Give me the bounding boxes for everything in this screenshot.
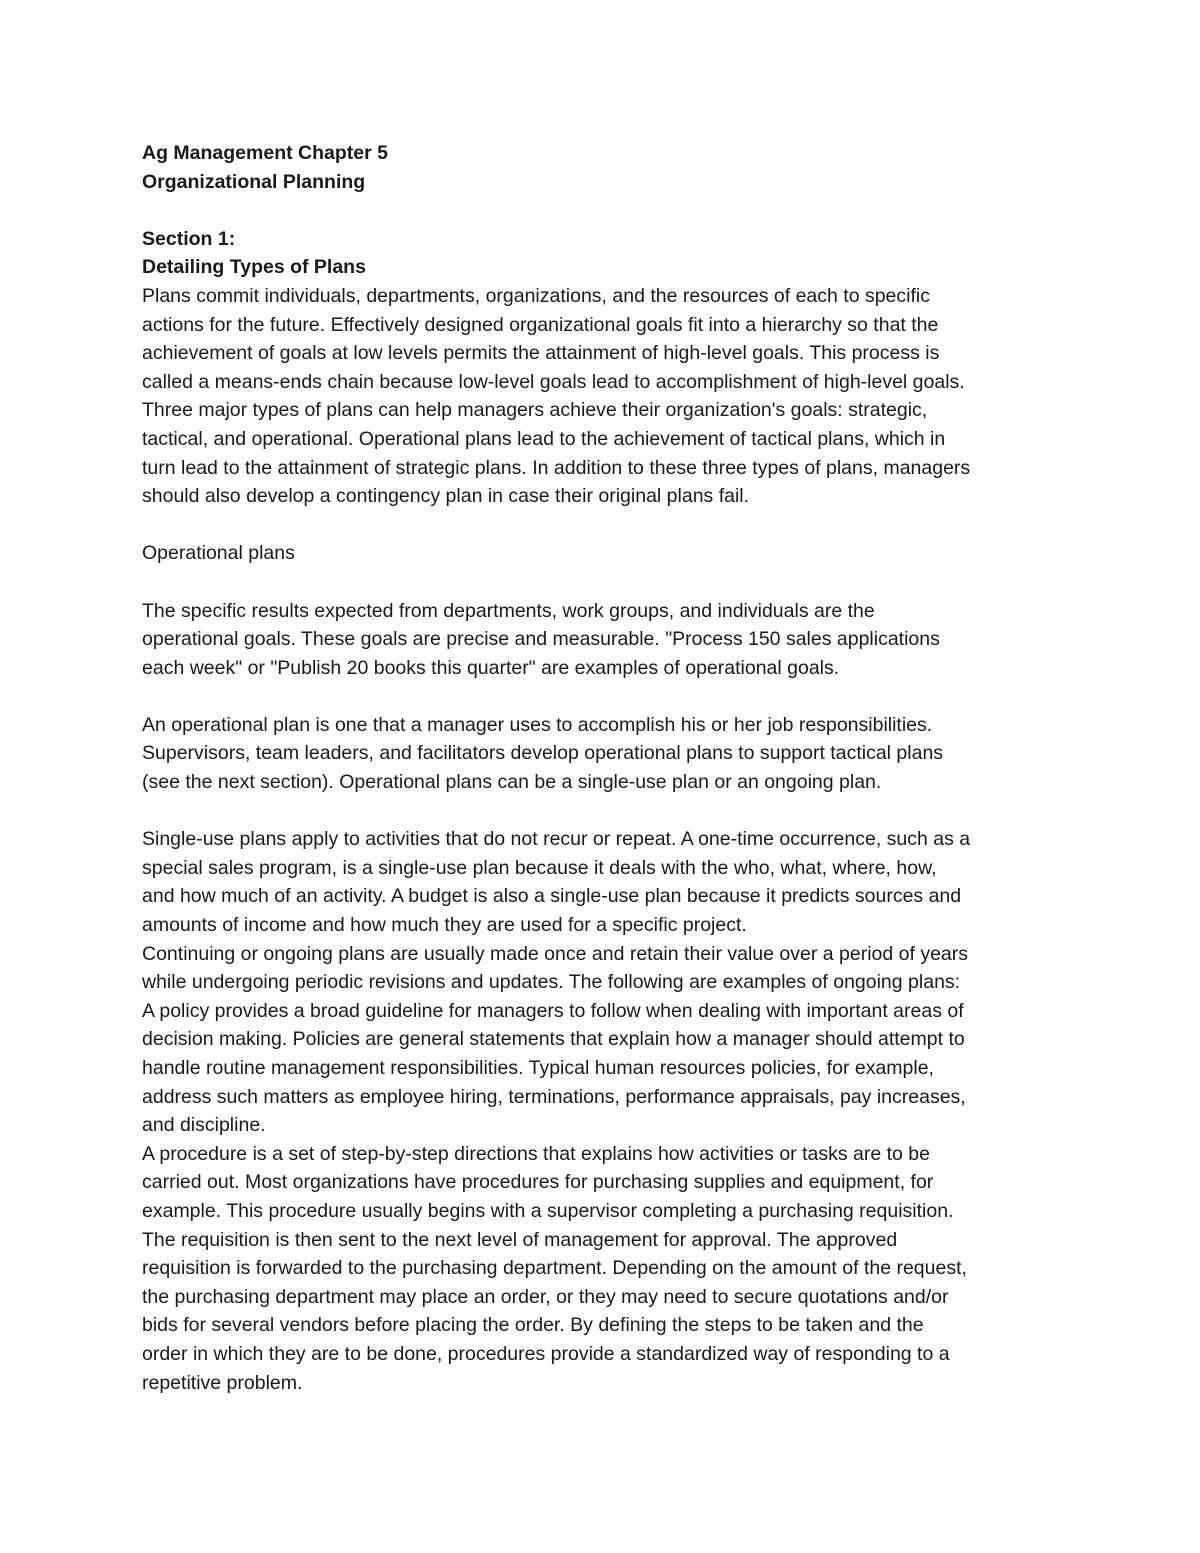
paragraph-operational-goals xyxy=(142,597,1067,683)
text-line: The specific results expected from departments, work groups, and individuals are the xyxy=(142,599,875,622)
text-line: actions for the future. Effectively designed organizational goals fit into a hierarchy so that the xyxy=(142,313,939,336)
text-line: Single-use plans apply to activities that do not recur or repeat. A one-time occurrence, such as a xyxy=(142,828,971,851)
text-line: carried out. Most organizations have procedures for purchasing supplies and equipment, for xyxy=(142,1171,934,1194)
text-line: amounts of income and how much they are used for a specific project. xyxy=(142,914,747,937)
text-line: repetitive problem. xyxy=(142,1371,303,1394)
spacer xyxy=(142,797,1067,826)
document-page xyxy=(142,139,1067,1397)
text-line: should also develop a contingency plan in case their original plans fail. xyxy=(142,485,750,508)
text-line: tactical, and operational. Operational plans lead to the achievement of tactical plans, which in xyxy=(142,427,946,450)
text-line: example. This procedure usually begins with a supervisor completing a purchasing requisition. xyxy=(142,1199,954,1222)
spacer xyxy=(142,682,1067,711)
spacer xyxy=(142,196,1067,225)
text-line: Plans commit individuals, departments, organizations, and the resources of each to specific xyxy=(142,284,930,307)
spacer xyxy=(142,511,1067,540)
spacer xyxy=(142,568,1067,597)
text-line: Three major types of plans can help managers achieve their organization's goals: strategic, xyxy=(142,399,928,422)
paragraph-operational-plan xyxy=(142,711,1067,797)
text-line: requisition is forwarded to the purchasing department. Depending on the amount of the request, xyxy=(142,1257,967,1280)
text-line: decision making. Policies are general statements that explain how a manager should attempt to xyxy=(142,1028,965,1051)
text-line: operational goals. These goals are precise and measurable. "Process 150 sales applications xyxy=(142,628,940,651)
text-line: Continuing or ongoing plans are usually made once and retain their value over a period of years xyxy=(142,942,969,965)
text-line: while undergoing periodic revisions and updates. The following are examples of ongoing plans: xyxy=(142,971,961,994)
text-line: order in which they are to be done, procedures provide a standardized way of responding to a xyxy=(142,1342,950,1365)
document-title: Ag Management Chapter 5 xyxy=(142,142,388,164)
text-line: achievement of goals at low levels permits the attainment of high-level goals. This process is xyxy=(142,342,940,365)
text-line: Supervisors, team leaders, and facilitators develop operational plans to support tactical plans xyxy=(142,742,944,765)
text-line: and how much of an activity. A budget is also a single-use plan because it predicts sources and xyxy=(142,885,962,908)
paragraph-single-use-and-ongoing xyxy=(142,825,1067,1397)
text-line: A procedure is a set of step-by-step directions that explains how activities or tasks are to be xyxy=(142,1142,930,1165)
text-line: (see the next section). Operational plans can be a single-use plan or an ongoing plan. xyxy=(142,771,882,794)
text-line: called a means-ends chain because low-level goals lead to accomplishment of high-level goals. xyxy=(142,370,965,393)
text-line: each week" or "Publish 20 books this quarter" are examples of operational goals. xyxy=(142,656,840,679)
text-line: turn lead to the attainment of strategic plans. In addition to these three types of plans, managers xyxy=(142,456,971,479)
text-line: The requisition is then sent to the next level of management for approval. The approved xyxy=(142,1228,898,1251)
text-line: the purchasing department may place an order, or they may need to secure quotations and/or xyxy=(142,1285,949,1308)
document-subtitle: Organizational Planning xyxy=(142,170,366,193)
subheading-operational-plans: Operational plans xyxy=(142,542,295,565)
text-line: An operational plan is one that a manager uses to accomplish his or her job responsibilities. xyxy=(142,713,933,736)
text-line: A policy provides a broad guideline for managers to follow when dealing with important areas of xyxy=(142,999,964,1022)
text-line: address such matters as employee hiring, terminations, performance appraisals, pay increases, xyxy=(142,1085,966,1108)
section-heading: Detailing Types of Plans xyxy=(142,256,366,279)
section-label: Section 1: xyxy=(142,227,236,250)
text-line: and discipline. xyxy=(142,1114,266,1137)
text-line: bids for several vendors before placing the order. By defining the steps to be taken and the xyxy=(142,1314,924,1337)
text-line: special sales program, is a single-use plan because it deals with the who, what, where, how, xyxy=(142,856,937,879)
paragraph-intro xyxy=(142,282,1067,511)
text-line: handle routine management responsibilities. Typical human resources policies, for example, xyxy=(142,1057,934,1079)
